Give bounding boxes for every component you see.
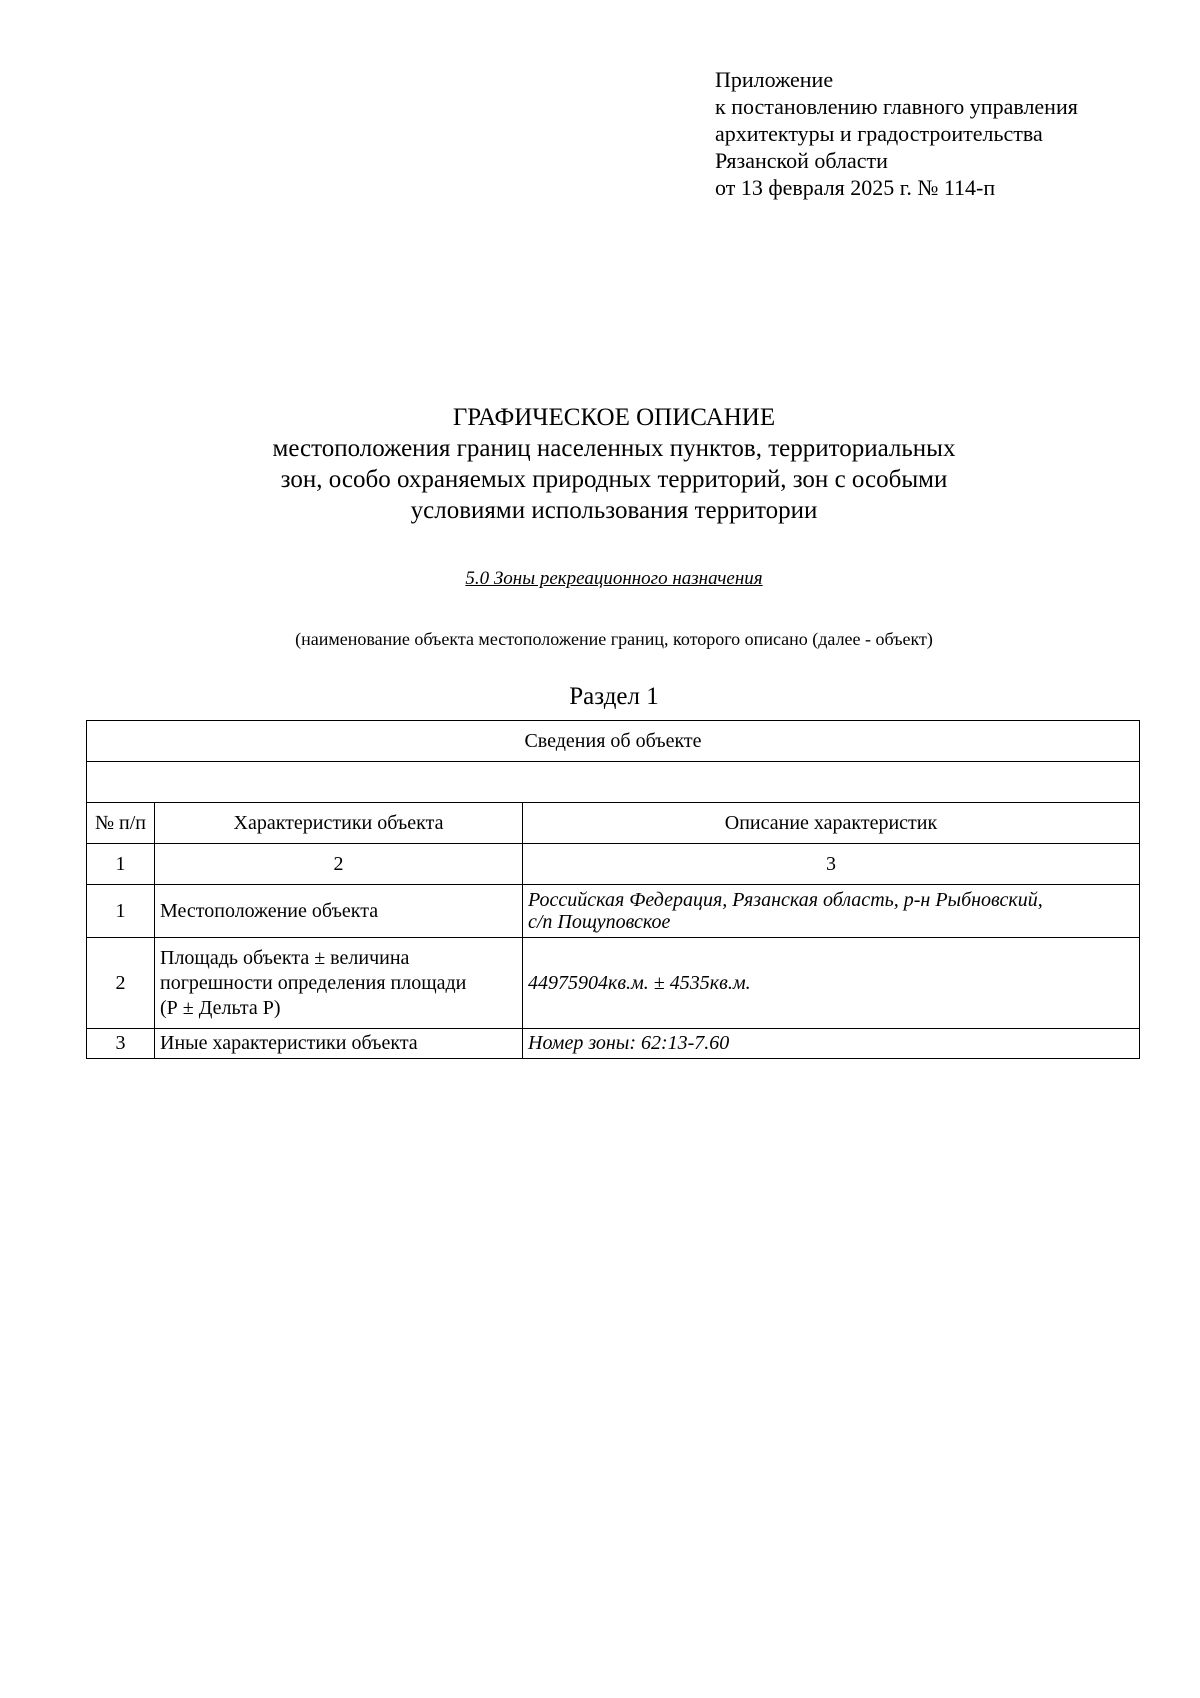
table-empty-row	[87, 762, 1140, 803]
object-info-table	[86, 720, 1140, 1059]
characteristic-line: Площадь объекта ± величина	[160, 946, 410, 969]
table-empty-cell	[87, 762, 1140, 803]
header-description: Описание характеристик	[523, 803, 1140, 844]
object-name: 5.0 Зоны рекреационного назначения	[465, 568, 763, 589]
header-characteristic: Характеристики объекта	[155, 803, 523, 844]
row-description: Номер зоны: 62:13-7.60	[523, 1029, 1140, 1059]
table-caption-row	[87, 721, 1140, 762]
table-row	[87, 885, 1140, 938]
table-caption: Сведения об объекте	[87, 721, 1140, 762]
appendix-line: от 13 февраля 2025 г. № 114-п	[715, 175, 996, 200]
description-line: Российская Федерация, Рязанская область, р-н Рыбновский,	[528, 889, 1043, 911]
index-cell: 1	[87, 844, 155, 885]
row-characteristic: Местоположение объекта	[155, 885, 523, 938]
table-row	[87, 938, 1140, 1029]
row-description: 44975904кв.м. ± 4535кв.м.	[523, 938, 1140, 1029]
title-sub-line: зон, особо охраняемых природных территорий, зон с особыми	[280, 466, 948, 493]
appendix-line: архитектуры и градостроительства	[715, 121, 1043, 146]
appendix-line: Приложение	[715, 67, 834, 92]
description-line: с/п Пощуповское	[528, 911, 671, 933]
table-header-row	[87, 803, 1140, 844]
characteristic-line: (Р ± Дельта Р)	[160, 996, 281, 1019]
table-index-row	[87, 844, 1140, 885]
row-num: 2	[87, 938, 155, 1029]
title-sub-line: условиями использования территории	[410, 497, 818, 524]
row-description	[523, 885, 1140, 938]
title-main: ГРАФИЧЕСКОЕ ОПИСАНИЕ	[452, 404, 776, 431]
appendix-header	[715, 66, 1078, 201]
index-cell: 2	[155, 844, 523, 885]
section-title: Раздел 1	[569, 683, 659, 710]
document-title	[0, 402, 1200, 526]
row-characteristic: Иные характеристики объекта	[155, 1029, 523, 1059]
object-note: (наименование объекта местоположение границ, которого описано (далее - объект)	[295, 629, 933, 649]
row-num: 1	[87, 885, 155, 938]
appendix-line: Рязанской области	[715, 148, 888, 173]
row-num: 3	[87, 1029, 155, 1059]
title-sub-line: местоположения границ населенных пунктов, территориальных	[272, 435, 956, 462]
index-cell: 3	[523, 844, 1140, 885]
characteristic-line: погрешности определения площади	[160, 971, 467, 994]
header-num: № п/п	[87, 803, 155, 844]
row-characteristic	[155, 938, 523, 1029]
appendix-line: к постановлению главного управления	[715, 94, 1078, 119]
table-row	[87, 1029, 1140, 1059]
